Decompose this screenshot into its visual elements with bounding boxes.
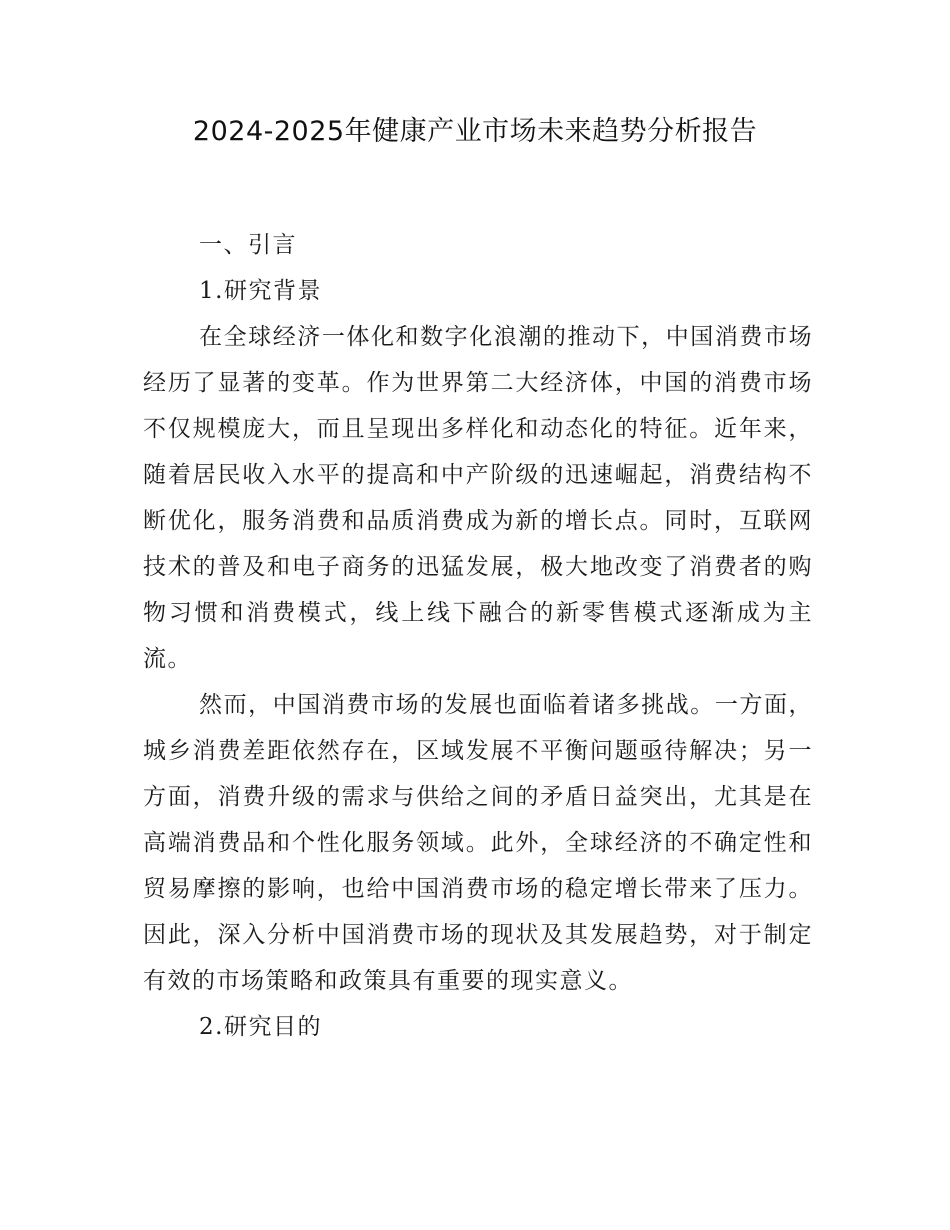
document-body (143, 222, 813, 1050)
document-title: 2024-2025年健康产业市场未来趋势分析报告 (192, 116, 758, 147)
paragraph-background-1: 在全球经济一体化和数字化浪潮的推动下，中国消费市场经历了显著的变革。作为世界第二大经济体，中国的消费市场不仅规模庞大，而且呈现出多样化和动态化的特征。近年来，随着居民收入水平的提高和中产阶级的迅速崛起，消费结构不断优化，服务消费和品质消费成为新的增长点。同时，互联网技术的普及和电子商务的迅猛发展，极大地改变了消费者的购物习惯和消费模式，线上线下融合的新零售模式逐渐成为主流。 (143, 324, 813, 672)
paragraph-background-2: 然而，中国消费市场的发展也面临着诸多挑战。一方面，城乡消费差距依然存在，区域发展不平衡问题亟待解决；另一方面，消费升级的需求与供给之间的矛盾日益突出，尤其是在高端消费品和个性化服务领域。此外，全球经济的不确定性和贸易摩擦的影响，也给中国消费市场的稳定增长带来了压力。因此，深入分析中国消费市场的现状及其发展趋势，对于制定有效的市场策略和政策具有重要的现实意义。 (143, 692, 813, 994)
subsection-heading-purpose: 2.研究目的 (199, 1014, 322, 1040)
subsection-heading-background: 1.研究背景 (199, 278, 322, 304)
section-heading-introduction: 一、引言 (199, 232, 297, 258)
